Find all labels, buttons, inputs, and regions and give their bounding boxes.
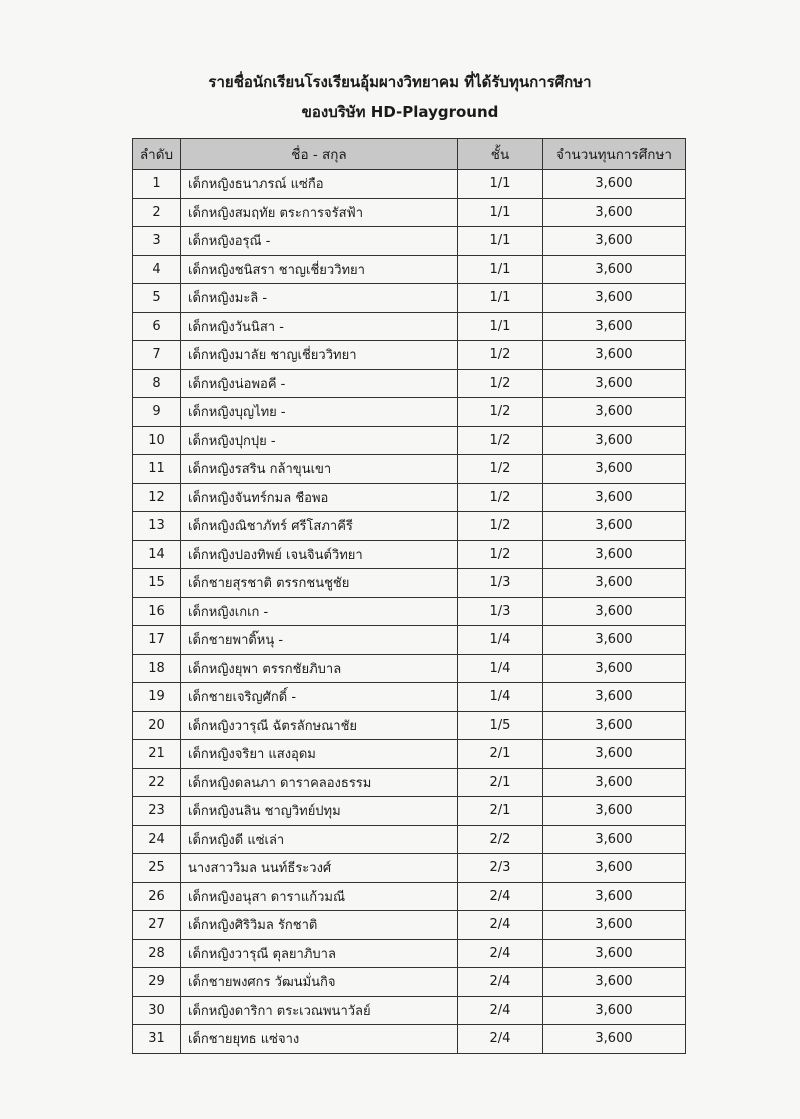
student-name: เด็กหญิงมะลิ - xyxy=(181,284,458,313)
scholarship-amount: 3,600 xyxy=(543,654,686,683)
row-number: 23 xyxy=(133,797,181,826)
row-number: 17 xyxy=(133,626,181,655)
row-number: 25 xyxy=(133,854,181,883)
table-row xyxy=(133,597,686,626)
scholarship-amount: 3,600 xyxy=(543,939,686,968)
document-title: รายชื่อนักเรียนโรงเรียนอุ้มผางวิทยาคม ที่ได้รับทุนการศึกษา xyxy=(208,73,592,91)
table-row xyxy=(133,198,686,227)
student-name: เด็กหญิงสมฤทัย ตระการจรัสฟ้า xyxy=(181,198,458,227)
student-name: เด็กหญิงอรุณี - xyxy=(181,227,458,256)
class-level: 1/2 xyxy=(458,455,543,484)
header-amount: จำนวนทุนการศึกษา xyxy=(543,139,686,170)
row-number: 10 xyxy=(133,426,181,455)
scholarship-amount: 3,600 xyxy=(543,854,686,883)
scholarship-amount: 3,600 xyxy=(543,398,686,427)
class-level: 1/2 xyxy=(458,483,543,512)
row-number: 27 xyxy=(133,911,181,940)
student-name: เด็กหญิงปองทิพย์ เจนจินต์วิทยา xyxy=(181,540,458,569)
student-name: เด็กหญิงน่อพอคี - xyxy=(181,369,458,398)
student-name: เด็กหญิงธนาภรณ์ แซ่กือ xyxy=(181,170,458,199)
scholarship-amount: 3,600 xyxy=(543,455,686,484)
class-level: 2/4 xyxy=(458,968,543,997)
student-name: เด็กหญิงเกเก - xyxy=(181,597,458,626)
scholarship-amount: 3,600 xyxy=(543,227,686,256)
scholarship-amount: 3,600 xyxy=(543,825,686,854)
student-name: เด็กชายพาดิ๊หนุ - xyxy=(181,626,458,655)
row-number: 28 xyxy=(133,939,181,968)
table-row xyxy=(133,626,686,655)
table-row xyxy=(133,341,686,370)
class-level: 1/1 xyxy=(458,170,543,199)
table-header-row xyxy=(133,139,686,170)
scholarship-amount: 3,600 xyxy=(543,626,686,655)
row-number: 31 xyxy=(133,1025,181,1054)
student-name: นางสาววิมล นนท์ธีระวงศ์ xyxy=(181,854,458,883)
table-row xyxy=(133,540,686,569)
class-level: 2/4 xyxy=(458,882,543,911)
student-name: เด็กชายเจริญศักดิ์ - xyxy=(181,683,458,712)
class-level: 2/4 xyxy=(458,939,543,968)
row-number: 13 xyxy=(133,512,181,541)
scholarship-amount: 3,600 xyxy=(543,569,686,598)
student-name: เด็กชายยุทธ แซ่จาง xyxy=(181,1025,458,1054)
student-name: เด็กหญิงศิริวิมล รักชาติ xyxy=(181,911,458,940)
row-number: 15 xyxy=(133,569,181,598)
row-number: 6 xyxy=(133,312,181,341)
scholarship-amount: 3,600 xyxy=(543,483,686,512)
class-level: 1/2 xyxy=(458,512,543,541)
scholarship-amount: 3,600 xyxy=(543,968,686,997)
class-level: 1/2 xyxy=(458,426,543,455)
student-name: เด็กชายสุรชาติ ตรรกชนชูชัย xyxy=(181,569,458,598)
row-number: 26 xyxy=(133,882,181,911)
row-number: 29 xyxy=(133,968,181,997)
scholarship-amount: 3,600 xyxy=(543,768,686,797)
student-name: เด็กหญิงอนุสา ดาราแก้วมณี xyxy=(181,882,458,911)
scholarship-amount: 3,600 xyxy=(543,911,686,940)
scholarship-amount: 3,600 xyxy=(543,284,686,313)
row-number: 30 xyxy=(133,996,181,1025)
table-row xyxy=(133,569,686,598)
table-row xyxy=(133,683,686,712)
student-name: เด็กหญิงรสริน กล้าขุนเขา xyxy=(181,455,458,484)
scholarship-amount: 3,600 xyxy=(543,540,686,569)
class-level: 1/1 xyxy=(458,284,543,313)
table-row xyxy=(133,939,686,968)
row-number: 12 xyxy=(133,483,181,512)
table-row xyxy=(133,911,686,940)
row-number: 7 xyxy=(133,341,181,370)
row-number: 8 xyxy=(133,369,181,398)
class-level: 1/1 xyxy=(458,198,543,227)
table-row xyxy=(133,854,686,883)
table-row xyxy=(133,455,686,484)
student-name: เด็กหญิงจันทร์กมล ชือพอ xyxy=(181,483,458,512)
student-name: เด็กชายพงศกร วัฒนมั่นกิจ xyxy=(181,968,458,997)
scholarship-amount: 3,600 xyxy=(543,797,686,826)
student-name: เด็กหญิงยุพา ตรรกชัยภิบาล xyxy=(181,654,458,683)
table-row xyxy=(133,882,686,911)
row-number: 20 xyxy=(133,711,181,740)
table-row xyxy=(133,968,686,997)
student-name: เด็กหญิงจริยา แสงอุดม xyxy=(181,740,458,769)
class-level: 2/1 xyxy=(458,740,543,769)
scholarship-amount: 3,600 xyxy=(543,711,686,740)
row-number: 1 xyxy=(133,170,181,199)
row-number: 21 xyxy=(133,740,181,769)
scholarship-amount: 3,600 xyxy=(543,341,686,370)
class-level: 1/4 xyxy=(458,626,543,655)
class-level: 1/4 xyxy=(458,683,543,712)
class-level: 2/1 xyxy=(458,797,543,826)
class-level: 1/1 xyxy=(458,255,543,284)
scholarship-amount: 3,600 xyxy=(543,683,686,712)
scholarship-table xyxy=(132,138,686,1054)
row-number: 14 xyxy=(133,540,181,569)
table-row xyxy=(133,284,686,313)
class-level: 1/2 xyxy=(458,398,543,427)
table-row xyxy=(133,996,686,1025)
row-number: 11 xyxy=(133,455,181,484)
class-level: 1/3 xyxy=(458,597,543,626)
scholarship-amount: 3,600 xyxy=(543,369,686,398)
scholarship-amount: 3,600 xyxy=(543,170,686,199)
row-number: 5 xyxy=(133,284,181,313)
scholarship-amount: 3,600 xyxy=(543,597,686,626)
row-number: 3 xyxy=(133,227,181,256)
table-row xyxy=(133,398,686,427)
table-row xyxy=(133,227,686,256)
table-row xyxy=(133,768,686,797)
row-number: 16 xyxy=(133,597,181,626)
scholarship-amount: 3,600 xyxy=(543,426,686,455)
class-level: 2/4 xyxy=(458,911,543,940)
table-row xyxy=(133,825,686,854)
student-name: เด็กหญิงดลนภา ดาราคลองธรรม xyxy=(181,768,458,797)
table-row xyxy=(133,483,686,512)
table-row xyxy=(133,255,686,284)
class-level: 2/4 xyxy=(458,996,543,1025)
table-row xyxy=(133,369,686,398)
scholarship-amount: 3,600 xyxy=(543,882,686,911)
student-name: เด็กหญิงดี แซ่เล่า xyxy=(181,825,458,854)
student-name: เด็กหญิงณิชาภัทร์ ศรีโสภาคีรี xyxy=(181,512,458,541)
student-name: เด็กหญิงวันนิสา - xyxy=(181,312,458,341)
class-level: 1/3 xyxy=(458,569,543,598)
class-level: 1/2 xyxy=(458,540,543,569)
row-number: 18 xyxy=(133,654,181,683)
class-level: 1/2 xyxy=(458,341,543,370)
student-name: เด็กหญิงปุกปุย - xyxy=(181,426,458,455)
class-level: 2/2 xyxy=(458,825,543,854)
row-number: 19 xyxy=(133,683,181,712)
row-number: 9 xyxy=(133,398,181,427)
student-name: เด็กหญิงวารุณี ตุลยาภิบาล xyxy=(181,939,458,968)
table-row xyxy=(133,426,686,455)
row-number: 24 xyxy=(133,825,181,854)
row-number: 22 xyxy=(133,768,181,797)
row-number: 4 xyxy=(133,255,181,284)
scholarship-amount: 3,600 xyxy=(543,1025,686,1054)
scholarship-amount: 3,600 xyxy=(543,312,686,341)
scholarship-amount: 3,600 xyxy=(543,740,686,769)
table-row xyxy=(133,740,686,769)
class-level: 2/3 xyxy=(458,854,543,883)
scholarship-amount: 3,600 xyxy=(543,996,686,1025)
header-number: ลำดับ xyxy=(133,139,181,170)
scholarship-amount: 3,600 xyxy=(543,198,686,227)
scholarship-amount: 3,600 xyxy=(543,512,686,541)
header-name: ชื่อ - สกุล xyxy=(181,139,458,170)
row-number: 2 xyxy=(133,198,181,227)
document-subtitle: ของบริษัท HD-Playground xyxy=(301,103,499,121)
student-name: เด็กหญิงดาริกา ตระเวณพนาวัลย์ xyxy=(181,996,458,1025)
class-level: 1/4 xyxy=(458,654,543,683)
class-level: 1/2 xyxy=(458,369,543,398)
student-name: เด็กหญิงบุญไทย - xyxy=(181,398,458,427)
class-level: 1/1 xyxy=(458,312,543,341)
class-level: 1/5 xyxy=(458,711,543,740)
student-name: เด็กหญิงชนิสรา ชาญเชี่ยววิทยา xyxy=(181,255,458,284)
class-level: 1/1 xyxy=(458,227,543,256)
class-level: 2/4 xyxy=(458,1025,543,1054)
student-name: เด็กหญิงมาลัย ชาญเชี่ยววิทยา xyxy=(181,341,458,370)
table-row xyxy=(133,170,686,199)
table-row xyxy=(133,1025,686,1054)
header-class: ชั้น xyxy=(458,139,543,170)
student-name: เด็กหญิงวารุณี ฉัตรลักษณาชัย xyxy=(181,711,458,740)
scholarship-amount: 3,600 xyxy=(543,255,686,284)
table-row xyxy=(133,512,686,541)
table-row xyxy=(133,312,686,341)
table-row xyxy=(133,711,686,740)
table-row xyxy=(133,654,686,683)
class-level: 2/1 xyxy=(458,768,543,797)
student-name: เด็กหญิงนลิน ชาญวิทย์ปทุม xyxy=(181,797,458,826)
table-row xyxy=(133,797,686,826)
